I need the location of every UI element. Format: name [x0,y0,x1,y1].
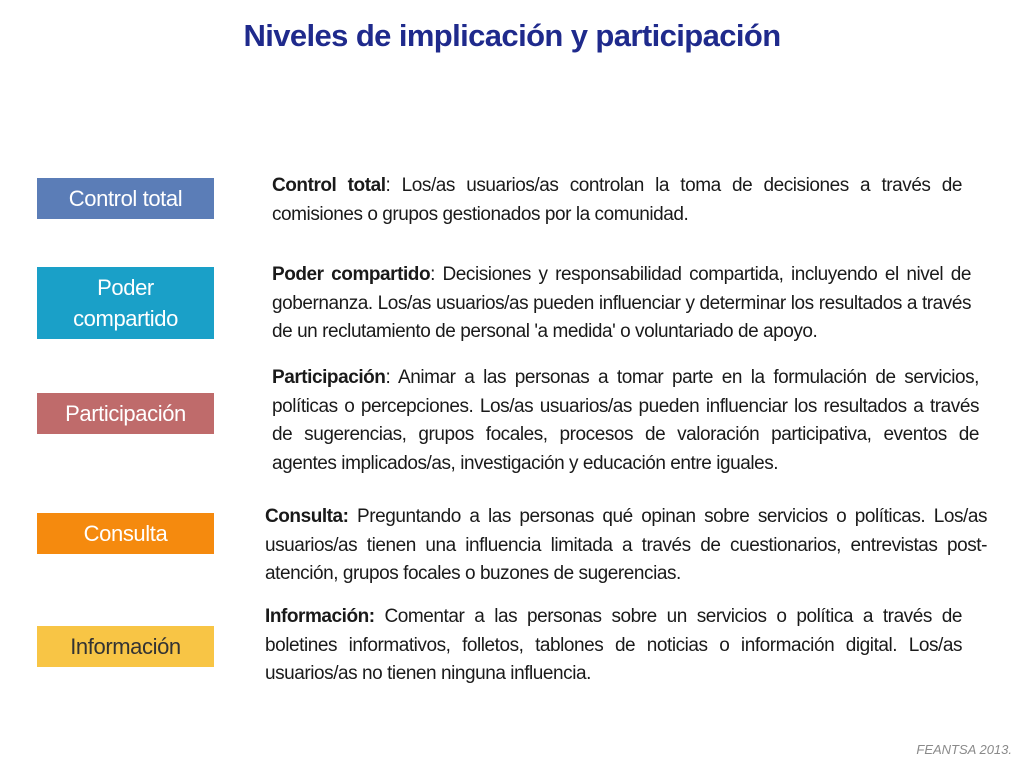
level-label: Información [70,634,181,659]
level-box-informacion [37,626,214,667]
description-term: Participación [272,367,386,388]
footer-credit: FEANTSA 2013. [916,742,1012,757]
description-separator: : [385,175,391,196]
description-term: Control total [272,175,386,196]
description-term: Poder compartido [272,264,431,285]
level-label: Consulta [83,521,168,546]
level-label-line: Poder [97,275,154,300]
page-title: Niveles de implicación y participación [243,18,781,53]
description-text: Comentar a las personas sobre un servicios o política a través de boletines informativos, folletos, tablones de noticias o información digital. Los/as usuarios/as no tienen ninguna influencia. [265,606,962,684]
level-label-line: compartido [73,306,178,331]
description-consulta [265,503,987,589]
description-text: Decisiones y responsabilidad compartida, incluyendo el nivel de gobernanza. Los/as usuarios/as pueden influenciar y determinar los resultados a través de un reclutamiento de personal 'a medida' o voluntariado de apoyo. [272,264,971,342]
description-text: Los/as usuarios/as controlan la toma de decisiones a través de comisiones o grupos gestionados por la comunidad. [272,175,962,225]
level-box-consulta [37,513,214,554]
description-text: Animar a las personas a tomar parte en la formulación de servicios, políticas o percepciones. Los/as usuarios/as pueden influenciar los resultados a través de sugerencias, grupos focales, procesos de valoración participativa, eventos de agentes implicados/as, investigación y educación entre iguales. [272,367,979,474]
level-label: Control total [68,186,183,211]
description-separator: : [385,367,391,388]
level-box-poder-compartido [37,267,214,339]
description-term: Consulta: [265,506,349,527]
level-label: Participación [65,401,186,426]
description-informacion [265,603,962,689]
description-poder-compartido [272,261,971,347]
level-box-participacion [37,393,214,434]
description-participacion [272,364,979,478]
level-box-control-total [37,178,214,219]
level-label-text [73,272,178,334]
description-text: Preguntando a las personas qué opinan sobre servicios o políticas. Los/as usuarios/as tienen una influencia limitada a través de cuestionarios, entrevistas post-atención, grupos focales o buzones de sugerencias. [265,506,987,584]
description-term: Información: [265,606,375,627]
description-control-total [272,172,962,229]
description-separator: : [430,264,435,285]
